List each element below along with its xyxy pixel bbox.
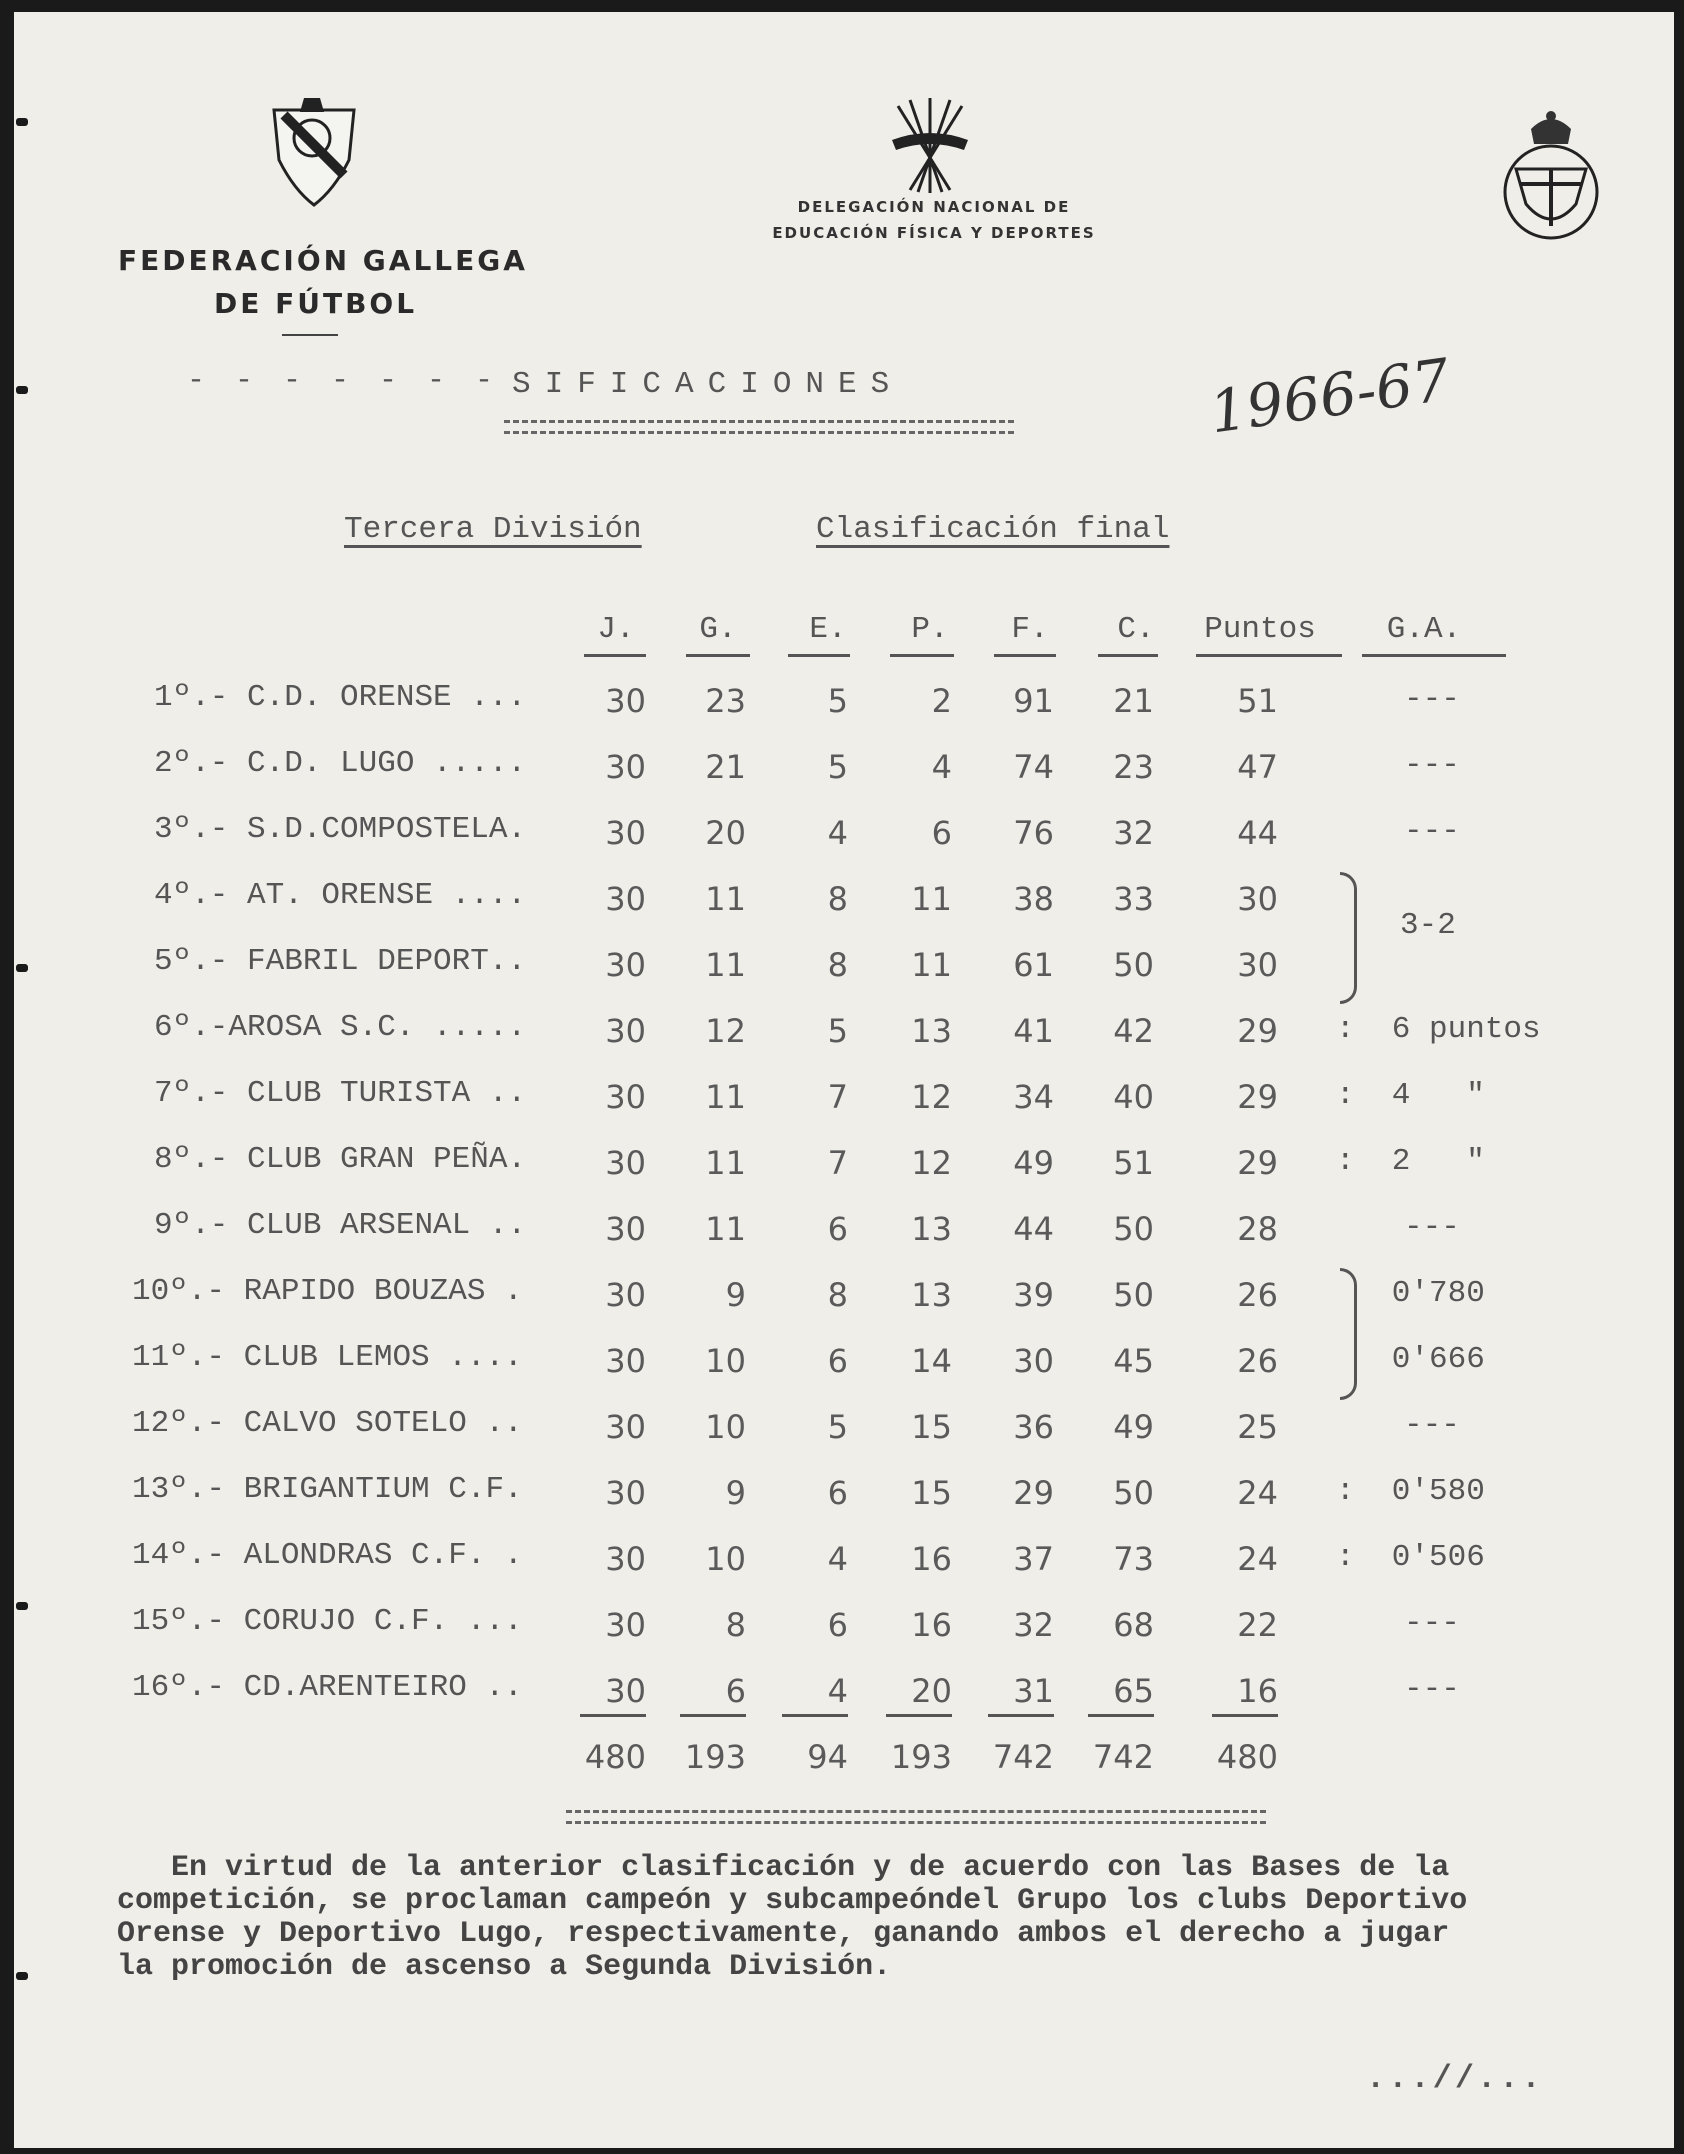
- stat-cell: 50: [1113, 1210, 1154, 1248]
- stat-cell: 45: [1113, 1342, 1154, 1380]
- stat-cell: 33: [1113, 880, 1154, 918]
- team-name: 7º.- CLUB TURISTA ..: [154, 1076, 527, 1111]
- stat-cell: 13: [911, 1210, 952, 1248]
- stat-cell: 14: [911, 1342, 952, 1380]
- goal-average-cell: 0'780: [1336, 1276, 1485, 1311]
- column-header: Puntos: [1204, 612, 1316, 647]
- stat-cell: 51: [1113, 1144, 1154, 1182]
- column-header: P.: [911, 612, 949, 647]
- stat-cell: 10: [705, 1342, 746, 1380]
- stat-cell: 34: [1013, 1078, 1054, 1116]
- stat-cell: 10: [705, 1540, 746, 1578]
- stat-cell: 29: [1237, 1012, 1278, 1050]
- goal-average-cell: : 2 ": [1336, 1144, 1485, 1179]
- federation-crest-icon: [264, 90, 364, 210]
- team-name: 2º.- C.D. LUGO .....: [154, 746, 527, 781]
- total-cell: 193: [684, 1738, 746, 1776]
- stat-cell: 32: [1013, 1606, 1054, 1644]
- stat-cell: 30: [605, 1144, 646, 1182]
- stat-cell: 30: [605, 1408, 646, 1446]
- column-header-underline: [686, 654, 750, 657]
- delegation-line2: EDUCACIÓN FÍSICA Y DEPORTES: [772, 224, 1096, 242]
- team-name: 16º.- CD.ARENTEIRO ..: [132, 1670, 523, 1705]
- team-name: 6º.-AROSA S.C. .....: [154, 1010, 527, 1045]
- stat-cell: 73: [1113, 1540, 1154, 1578]
- stat-cell: 6: [725, 1672, 746, 1710]
- column-header-underline: [1362, 654, 1506, 657]
- classification-heading: Clasificación final: [816, 512, 1170, 547]
- stat-cell: 30: [1013, 1342, 1054, 1380]
- stat-cell: 11: [705, 946, 746, 984]
- stat-cell: 29: [1237, 1078, 1278, 1116]
- stat-cell: 15: [911, 1474, 952, 1512]
- sum-underline: [680, 1714, 746, 1717]
- federation-name-line2: DE FÚTBOL: [214, 287, 418, 320]
- stat-cell: 6: [827, 1342, 848, 1380]
- stat-cell: 9: [725, 1276, 746, 1314]
- stat-cell: 30: [605, 682, 646, 720]
- stat-cell: 13: [911, 1012, 952, 1050]
- stat-cell: 12: [911, 1144, 952, 1182]
- column-header-underline: [788, 654, 850, 657]
- total-cell: 193: [890, 1738, 952, 1776]
- stat-cell: 40: [1113, 1078, 1154, 1116]
- yoke-and-arrows-emblem-icon: [880, 88, 980, 198]
- column-header: F.: [1011, 612, 1049, 647]
- stat-cell: 44: [1013, 1210, 1054, 1248]
- sum-underline: [782, 1714, 848, 1717]
- federation-underline: [282, 334, 338, 336]
- stat-cell: 7: [827, 1144, 848, 1182]
- team-name: 15º.- CORUJO C.F. ...: [132, 1604, 523, 1639]
- stat-cell: 16: [911, 1606, 952, 1644]
- total-cell: 742: [1092, 1738, 1154, 1776]
- tie-brace: [1340, 872, 1357, 1004]
- stat-cell: 20: [911, 1672, 952, 1710]
- stat-cell: 32: [1113, 814, 1154, 852]
- stat-cell: 30: [605, 1276, 646, 1314]
- column-header: G.A.: [1386, 612, 1462, 647]
- handwritten-season: 1966-67: [1205, 345, 1454, 447]
- stat-cell: 30: [605, 880, 646, 918]
- team-name: 14º.- ALONDRAS C.F. .: [132, 1538, 523, 1573]
- total-cell: 480: [1216, 1738, 1278, 1776]
- stat-cell: 16: [1237, 1672, 1278, 1710]
- stat-cell: 12: [705, 1012, 746, 1050]
- column-header: C.: [1117, 612, 1155, 647]
- team-name: 10º.- RAPIDO BOUZAS .: [132, 1274, 523, 1309]
- stat-cell: 36: [1013, 1408, 1054, 1446]
- team-name: 1º.- C.D. ORENSE ...: [154, 680, 527, 715]
- stat-cell: 30: [605, 1540, 646, 1578]
- stat-cell: 11: [705, 1144, 746, 1182]
- stat-cell: 25: [1237, 1408, 1278, 1446]
- goal-average-cell: ---: [1404, 1408, 1460, 1443]
- totals-double-underline: [566, 1810, 1266, 1824]
- title-dashes: - - - - - - -: [187, 364, 500, 398]
- stat-cell: 38: [1013, 880, 1054, 918]
- stat-cell: 21: [705, 748, 746, 786]
- stat-cell: 8: [827, 880, 848, 918]
- stat-cell: 4: [827, 814, 848, 852]
- stat-cell: 47: [1237, 748, 1278, 786]
- stat-cell: 50: [1113, 946, 1154, 984]
- stat-cell: 30: [605, 1672, 646, 1710]
- punch-hole: [16, 964, 28, 972]
- stat-cell: 7: [827, 1078, 848, 1116]
- stat-cell: 6: [827, 1210, 848, 1248]
- closing-paragraph: En virtud de la anterior clasificación y de acuerdo con las Bases de la competición, se proclaman campeón y subcampeóndel Grupo los clubs Deportivo Orense y Deportivo Lugo, respectivamente, ganando ambos el derecho a jugar la promoción de ascenso a Segunda División.: [117, 1851, 1468, 1984]
- stat-cell: 28: [1237, 1210, 1278, 1248]
- stat-cell: 11: [705, 1210, 746, 1248]
- stat-cell: 31: [1013, 1672, 1054, 1710]
- stat-cell: 30: [605, 1078, 646, 1116]
- division-heading: Tercera División: [344, 512, 642, 547]
- team-name: 5º.- FABRIL DEPORT..: [154, 944, 527, 979]
- stat-cell: 6: [827, 1606, 848, 1644]
- stat-cell: 20: [705, 814, 746, 852]
- stat-cell: 4: [931, 748, 952, 786]
- stat-cell: 29: [1237, 1144, 1278, 1182]
- stat-cell: 91: [1013, 682, 1054, 720]
- stat-cell: 8: [725, 1606, 746, 1644]
- stat-cell: 4: [827, 1540, 848, 1578]
- stat-cell: 76: [1013, 814, 1054, 852]
- stat-cell: 61: [1013, 946, 1054, 984]
- federation-name-line1: FEDERACIÓN GALLEGA: [118, 244, 528, 277]
- stat-cell: 26: [1237, 1342, 1278, 1380]
- stat-cell: 15: [911, 1408, 952, 1446]
- stat-cell: 29: [1013, 1474, 1054, 1512]
- delegation-line1: DELEGACIÓN NACIONAL DE: [797, 198, 1071, 216]
- stat-cell: 2: [931, 682, 952, 720]
- stat-cell: 11: [705, 880, 746, 918]
- stat-cell: 51: [1237, 682, 1278, 720]
- team-name: 11º.- CLUB LEMOS ....: [132, 1340, 523, 1375]
- stat-cell: 5: [827, 1408, 848, 1446]
- stat-cell: 23: [1113, 748, 1154, 786]
- goal-average-cell: ---: [1404, 682, 1460, 717]
- sum-underline: [886, 1714, 952, 1717]
- stat-cell: 30: [605, 1474, 646, 1512]
- stat-cell: 6: [931, 814, 952, 852]
- column-header-underline: [1196, 654, 1342, 657]
- title-double-underline: [504, 420, 1014, 434]
- stat-cell: 30: [605, 946, 646, 984]
- team-name: 12º.- CALVO SOTELO ..: [132, 1406, 523, 1441]
- stat-cell: 21: [1113, 682, 1154, 720]
- goal-average-cell: 0'666: [1336, 1342, 1485, 1377]
- column-header-underline: [994, 654, 1056, 657]
- stat-cell: 50: [1113, 1474, 1154, 1512]
- stat-cell: 5: [827, 748, 848, 786]
- stat-cell: 68: [1113, 1606, 1154, 1644]
- goal-average-cell: : 4 ": [1336, 1078, 1485, 1113]
- stat-cell: 30: [605, 1606, 646, 1644]
- stat-cell: 30: [1237, 946, 1278, 984]
- stat-cell: 30: [605, 748, 646, 786]
- stat-cell: 10: [705, 1408, 746, 1446]
- column-header-underline: [584, 654, 646, 657]
- royal-federation-crest-icon: [1496, 104, 1606, 264]
- stat-cell: 12: [911, 1078, 952, 1116]
- team-name: 9º.- CLUB ARSENAL ..: [154, 1208, 527, 1243]
- stat-cell: 49: [1113, 1408, 1154, 1446]
- stat-cell: 41: [1013, 1012, 1054, 1050]
- stat-cell: 37: [1013, 1540, 1054, 1578]
- column-header: E.: [809, 612, 847, 647]
- stat-cell: 8: [827, 1276, 848, 1314]
- stat-cell: 5: [827, 1012, 848, 1050]
- stat-cell: 8: [827, 946, 848, 984]
- goal-average-cell: ---: [1404, 1210, 1460, 1245]
- stat-cell: 11: [911, 880, 952, 918]
- stat-cell: 74: [1013, 748, 1054, 786]
- stat-cell: 24: [1237, 1474, 1278, 1512]
- document-page: [14, 12, 1674, 2148]
- total-cell: 742: [992, 1738, 1054, 1776]
- stat-cell: 5: [827, 682, 848, 720]
- goal-average-cell: : 0'506: [1336, 1540, 1485, 1575]
- page-title: SIFICACIONES: [512, 367, 904, 402]
- tie-brace: [1340, 1268, 1357, 1400]
- column-header-underline: [1098, 654, 1158, 657]
- stat-cell: 6: [827, 1474, 848, 1512]
- sum-underline: [1088, 1714, 1154, 1717]
- goal-average-cell: : 6 puntos: [1336, 1012, 1541, 1047]
- goal-average-cell: : 0'580: [1336, 1474, 1485, 1509]
- sum-underline: [580, 1714, 646, 1717]
- team-name: 13º.- BRIGANTIUM C.F.: [132, 1472, 523, 1507]
- total-cell: 480: [584, 1738, 646, 1776]
- stat-cell: 23: [705, 682, 746, 720]
- stat-cell: 50: [1113, 1276, 1154, 1314]
- stat-cell: 13: [911, 1276, 952, 1314]
- team-name: 8º.- CLUB GRAN PEÑA.: [154, 1142, 527, 1177]
- punch-hole: [16, 1972, 28, 1980]
- stat-cell: 30: [605, 1342, 646, 1380]
- stat-cell: 11: [705, 1078, 746, 1116]
- stat-cell: 11: [911, 946, 952, 984]
- stat-cell: 30: [605, 1210, 646, 1248]
- punch-hole: [16, 118, 28, 126]
- stat-cell: 16: [911, 1540, 952, 1578]
- column-header-underline: [890, 654, 954, 657]
- stat-cell: 26: [1237, 1276, 1278, 1314]
- team-name: 3º.- S.D.COMPOSTELA.: [154, 812, 527, 847]
- sum-underline: [1212, 1714, 1278, 1717]
- stat-cell: 30: [1237, 880, 1278, 918]
- stat-cell: 44: [1237, 814, 1278, 852]
- goal-average-cell: ---: [1404, 748, 1460, 783]
- tie-note: 3-2: [1400, 908, 1456, 943]
- stat-cell: 30: [605, 814, 646, 852]
- punch-hole: [16, 1602, 28, 1610]
- goal-average-cell: ---: [1404, 814, 1460, 849]
- stat-cell: 42: [1113, 1012, 1154, 1050]
- stat-cell: 30: [605, 1012, 646, 1050]
- stat-cell: 24: [1237, 1540, 1278, 1578]
- team-name: 4º.- AT. ORENSE ....: [154, 878, 527, 913]
- stat-cell: 9: [725, 1474, 746, 1512]
- total-cell: 94: [807, 1738, 848, 1776]
- stat-cell: 4: [827, 1672, 848, 1710]
- goal-average-cell: ---: [1404, 1672, 1460, 1707]
- stat-cell: 22: [1237, 1606, 1278, 1644]
- sum-underline: [988, 1714, 1054, 1717]
- column-header: J.: [597, 612, 635, 647]
- stat-cell: 49: [1013, 1144, 1054, 1182]
- stat-cell: 65: [1113, 1672, 1154, 1710]
- goal-average-cell: ---: [1404, 1606, 1460, 1641]
- punch-hole: [16, 386, 28, 394]
- stat-cell: 39: [1013, 1276, 1054, 1314]
- continuation-mark: ...//...: [1366, 2060, 1544, 2097]
- column-header: G.: [699, 612, 737, 647]
